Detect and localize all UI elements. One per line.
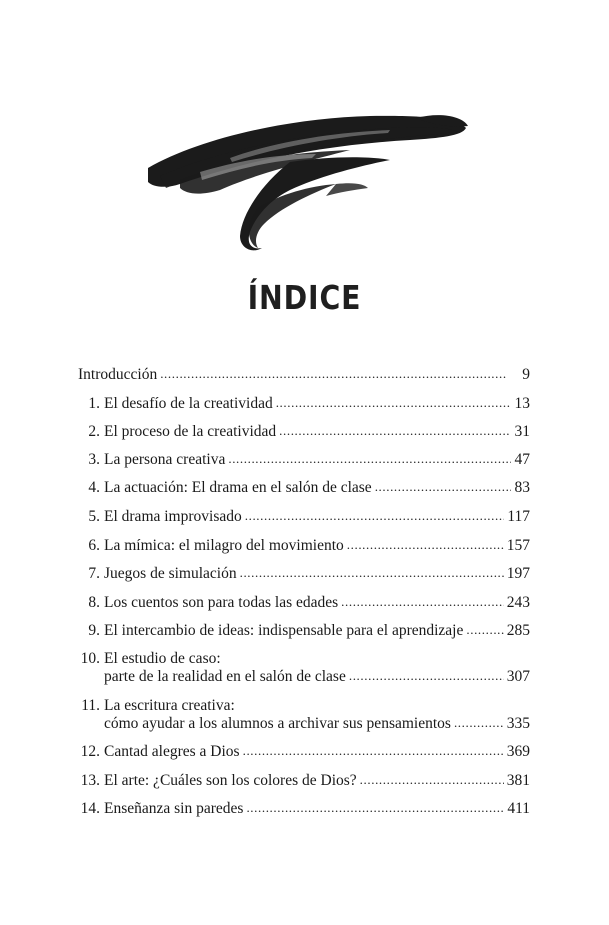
toc-entry-title: Cantad alegres a Dios [104,743,240,760]
toc-entry-8[interactable] [78,594,530,612]
toc-chapter-number: 3. [88,451,100,468]
dot-leader [245,507,505,525]
dot-leader [341,593,504,611]
toc-entry-4[interactable] [78,479,530,497]
toc-page-number: 285 [506,622,530,639]
toc-page-number: 117 [507,508,530,525]
toc-entry-subtitle: cómo ayudar a los alumnos a archivar sus pensamientos [104,715,451,732]
toc-chapter-number: 10. [80,650,100,667]
dot-leader [228,450,511,468]
toc-chapter-number: 2. [88,423,100,440]
toc-entry-5[interactable] [78,508,530,526]
toc-page-number: 411 [507,800,530,817]
toc-entry-title: Juegos de simulación [104,565,237,582]
dot-leader [240,564,504,582]
toc-chapter-number: 6. [88,537,100,554]
dot-leader [243,742,504,760]
toc-page-number: 381 [506,772,530,789]
dot-leader [360,771,504,789]
toc-entry-13[interactable] [78,772,530,790]
toc-page-number: 31 [514,423,530,440]
toc-page-number: 83 [514,479,530,496]
toc-entry-title: El estudio de caso: [104,650,221,667]
brush-stroke-icon [140,98,470,258]
dot-leader [375,478,511,496]
toc-entry-14[interactable] [78,800,530,818]
dot-leader [454,714,504,732]
toc-entry-title: El intercambio de ideas: indispensable para el aprendizaje [104,622,464,639]
toc-entry-title: Los cuentos son para todas las edades [104,594,339,611]
toc-chapter-number: 13. [80,772,100,789]
toc-entry-2[interactable] [78,423,530,441]
toc-entry-6[interactable] [78,537,530,555]
dot-leader [347,536,504,554]
toc-page-number: 335 [506,715,530,732]
toc-chapter-number: 12. [80,743,100,760]
toc-entry-title: El drama improvisado [104,508,242,525]
toc-page-number: 13 [514,395,530,412]
toc-entry-title: La mímica: el milagro del movimiento [104,537,344,554]
toc-entry-title: El arte: ¿Cuáles son los colores de Dios? [104,772,357,789]
toc-entry-subtitle: parte de la realidad en el salón de clase [104,668,346,685]
dot-leader [246,799,504,817]
toc-page-number: 197 [506,565,530,582]
toc-page-number: 9 [522,366,530,383]
toc-entry-title: La escritura creativa: [104,697,235,714]
toc-chapter-number: 1. [88,395,100,412]
toc-entry-title: El desafío de la creatividad [104,395,273,412]
toc-page-number: 243 [506,594,530,611]
toc-chapter-number: 8. [88,594,100,611]
toc-entry-title: El proceso de la creatividad [104,423,277,440]
toc-page-number: 157 [506,537,530,554]
toc-entry-intro[interactable] [78,366,530,384]
toc-entry-title: La actuación: El drama en el salón de clase [104,479,372,496]
toc-entry-1[interactable] [78,395,530,413]
toc-entry-10[interactable] [78,650,530,686]
toc-chapter-number: 4. [88,479,100,496]
toc-page-number: 47 [514,451,530,468]
toc-page-number: 369 [506,743,530,760]
dot-leader [466,621,503,639]
page-title: ÍNDICE [247,278,362,317]
toc-entry-title: Introducción [78,366,158,383]
toc-chapter-number: 9. [88,622,100,639]
toc-page-number: 307 [506,668,530,685]
toc-chapter-number: 11. [81,697,100,714]
toc-chapter-number: 14. [80,800,100,817]
toc-chapter-number: 7. [88,565,100,582]
dot-leader [279,422,511,440]
toc-entry-7[interactable] [78,565,530,583]
dot-leader [349,667,504,685]
toc-chapter-number: 5. [88,508,100,525]
dot-leader [160,365,507,383]
toc-entry-title: La persona creativa [104,451,226,468]
toc-entry-12[interactable] [78,743,530,761]
toc-entry-title: Enseñanza sin paredes [104,800,244,817]
toc-entry-11[interactable] [78,697,530,733]
toc-entry-9[interactable] [78,622,530,640]
toc-entry-3[interactable] [78,451,530,469]
dot-leader [276,394,511,412]
